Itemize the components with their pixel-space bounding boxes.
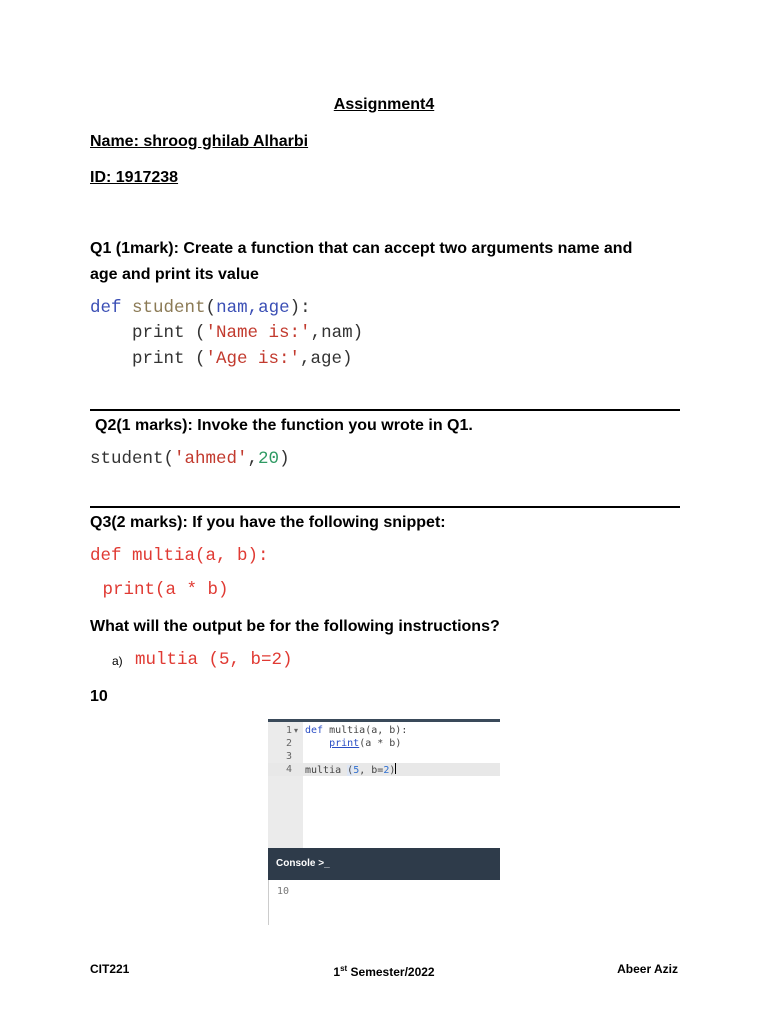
line-number: 1 <box>285 725 292 736</box>
answer: 10 <box>90 688 108 705</box>
string-literal: 'Name is:' <box>205 323 311 343</box>
argument: , b= <box>359 765 384 776</box>
indent <box>90 349 132 369</box>
string-argument: 'ahmed' <box>174 449 248 469</box>
code-editor-screenshot <box>268 719 500 925</box>
paren-colon: ): <box>289 298 311 318</box>
console-border <box>268 880 269 925</box>
def-keyword: def <box>305 725 324 736</box>
q3-prompt: Q3(2 marks): If you have the following snippet: <box>90 514 446 531</box>
console-label: Console >_ <box>276 858 330 869</box>
number-argument: 20 <box>258 449 280 469</box>
item-code: multia (5, b=2) <box>135 650 293 670</box>
function-call: student( <box>90 449 175 469</box>
section-divider <box>90 506 680 508</box>
function-signature: multia(a, b): <box>323 725 408 736</box>
print-call: print ( <box>132 349 206 369</box>
print-args: ,age) <box>300 349 353 369</box>
paren: ) <box>389 765 396 776</box>
paren: ) <box>279 449 290 469</box>
q3-snippet-line2: print(a * b) <box>92 580 229 600</box>
q2-prompt: Q2(1 marks): Invoke the function you wrote in Q1. <box>95 417 473 434</box>
q1-prompt-line2: age and print its value <box>90 266 259 283</box>
section-divider <box>90 409 680 411</box>
editor-line-2 <box>305 737 401 750</box>
student-id: ID: 1917238 <box>90 169 179 186</box>
print-args: ,nam) <box>310 323 364 343</box>
line-number: 2 <box>285 738 292 749</box>
def-keyword: def <box>90 298 122 318</box>
semester-text: Semester/2022 <box>347 965 435 979</box>
fold-arrow-icon[interactable]: ▾ <box>294 726 299 735</box>
console-bar[interactable] <box>268 848 500 880</box>
line-number: 3 <box>285 751 292 762</box>
q1-code-line3 <box>90 348 353 370</box>
print-call: print ( <box>132 323 206 343</box>
semester-suffix: st <box>340 964 348 973</box>
editor-line-1 <box>305 724 407 737</box>
q1-code-line2 <box>90 322 363 344</box>
semester-number: 1 <box>333 965 341 979</box>
function-params: nam,age <box>216 298 290 318</box>
comma: , <box>247 449 259 469</box>
footer-course: CIT221 <box>90 962 130 976</box>
assignment-title: Assignment4 <box>333 96 435 113</box>
paren: ( <box>205 298 217 318</box>
print-args: (a * b) <box>359 738 402 749</box>
q2-code <box>90 448 290 470</box>
q1-prompt-line1: Q1 (1mark): Create a function that can accept two arguments name and <box>90 240 633 257</box>
paren: ( <box>347 765 354 776</box>
function-call: multia <box>305 765 348 776</box>
number: 5 <box>353 765 360 776</box>
print-keyword: print <box>329 738 360 749</box>
q3-question: What will the output be for the following instructions? <box>90 618 500 635</box>
console-output: 10 <box>277 886 290 897</box>
text-cursor <box>395 763 396 774</box>
footer-author: Abeer Aziz <box>617 962 678 976</box>
function-name: student <box>132 298 206 318</box>
editor-line-4[interactable] <box>305 763 396 777</box>
student-name: Name: shroog ghilab Alharbi <box>90 133 309 150</box>
q1-code-line1 <box>90 297 311 319</box>
q3-snippet-line1: def multia(a, b): <box>90 546 269 566</box>
string-literal: 'Age is:' <box>205 349 301 369</box>
indent <box>305 738 329 749</box>
number: 2 <box>383 765 390 776</box>
item-label: a) <box>112 654 123 668</box>
line-number: 4 <box>285 764 292 775</box>
indent <box>90 323 132 343</box>
